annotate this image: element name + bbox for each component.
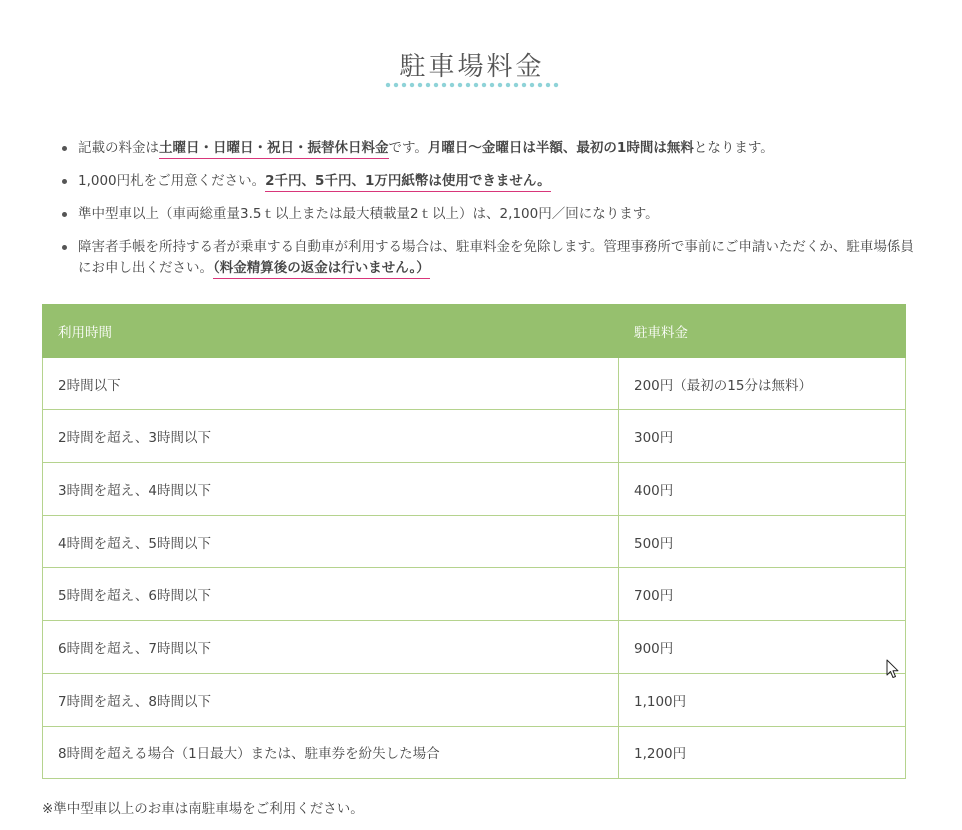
note-large-vehicle (60, 204, 920, 225)
time-cell: 5時間を超え、6時間以下 (43, 568, 619, 621)
table-row (43, 515, 906, 568)
fee-cell: 1,100円 (619, 673, 906, 726)
fee-cell: 400円 (619, 463, 906, 516)
time-cell: 7時間を超え、8時間以下 (43, 673, 619, 726)
footnote: ※準中型車以上のお車は南駐車場をご利用ください。 (42, 801, 364, 817)
note-weekend-fee (60, 138, 920, 159)
note-disability-exemption (60, 237, 920, 279)
column-header-time: 利用時間 (43, 305, 619, 358)
fee-cell: 500円 (619, 515, 906, 568)
page-title: 駐車場料金 (399, 52, 545, 83)
table-row (43, 621, 906, 674)
time-cell: 6時間を超え、7時間以下 (43, 621, 619, 674)
note-bold: 月曜日〜金曜日は半額、最初の1時間は無料 (427, 140, 694, 156)
fee-cell: 300円 (619, 410, 906, 463)
column-header-fee: 駐車料金 (619, 305, 906, 358)
notes-list (60, 138, 920, 291)
table-row (43, 410, 906, 463)
time-cell: 2時間を超え、3時間以下 (43, 410, 619, 463)
table-row (43, 463, 906, 516)
table-header-row (43, 305, 906, 358)
note-bills (60, 171, 920, 192)
time-cell: 3時間を超え、4時間以下 (43, 463, 619, 516)
time-cell: 2時間以下 (43, 357, 619, 410)
fee-cell: 1,200円 (619, 726, 906, 779)
title-dot-divider (384, 82, 560, 88)
mouse-pointer-icon (886, 659, 900, 679)
table-row (43, 357, 906, 410)
table-row (43, 568, 906, 621)
time-cell: 4時間を超え、5時間以下 (43, 515, 619, 568)
note-highlight: 2千円、5千円、1万円紙幣は使用できません。 (265, 173, 551, 192)
fee-cell: 200円（最初の15分は無料） (619, 357, 906, 410)
note-text: 準中型車以上（車両総重量3.5ｔ以上または最大積載量2ｔ以上）は、2,100円／回になります。 (78, 206, 659, 222)
parking-fee-table (42, 304, 906, 779)
note-text: 障害者手帳を所持する者が乗車する自動車が利用する場合は、駐車料金を免除します。管理事務所で事前にご申請いただくか、駐車場係員にお申し出ください。 (78, 239, 914, 276)
fee-cell: 700円 (619, 568, 906, 621)
table-row (43, 673, 906, 726)
note-text: 記載の料金は (78, 140, 159, 156)
note-text: 1,000円札をご用意ください。 (78, 173, 266, 189)
note-text: です。 (388, 140, 428, 156)
note-highlight: 土曜日・日曜日・祝日・振替休日料金 (159, 140, 389, 159)
note-highlight: （料金精算後の返金は行いません。） (213, 260, 430, 279)
note-text: となります。 (693, 140, 774, 156)
table-row (43, 726, 906, 779)
fee-cell: 900円 (619, 621, 906, 674)
time-cell: 8時間を超える場合（1日最大）または、駐車券を紛失した場合 (43, 726, 619, 779)
